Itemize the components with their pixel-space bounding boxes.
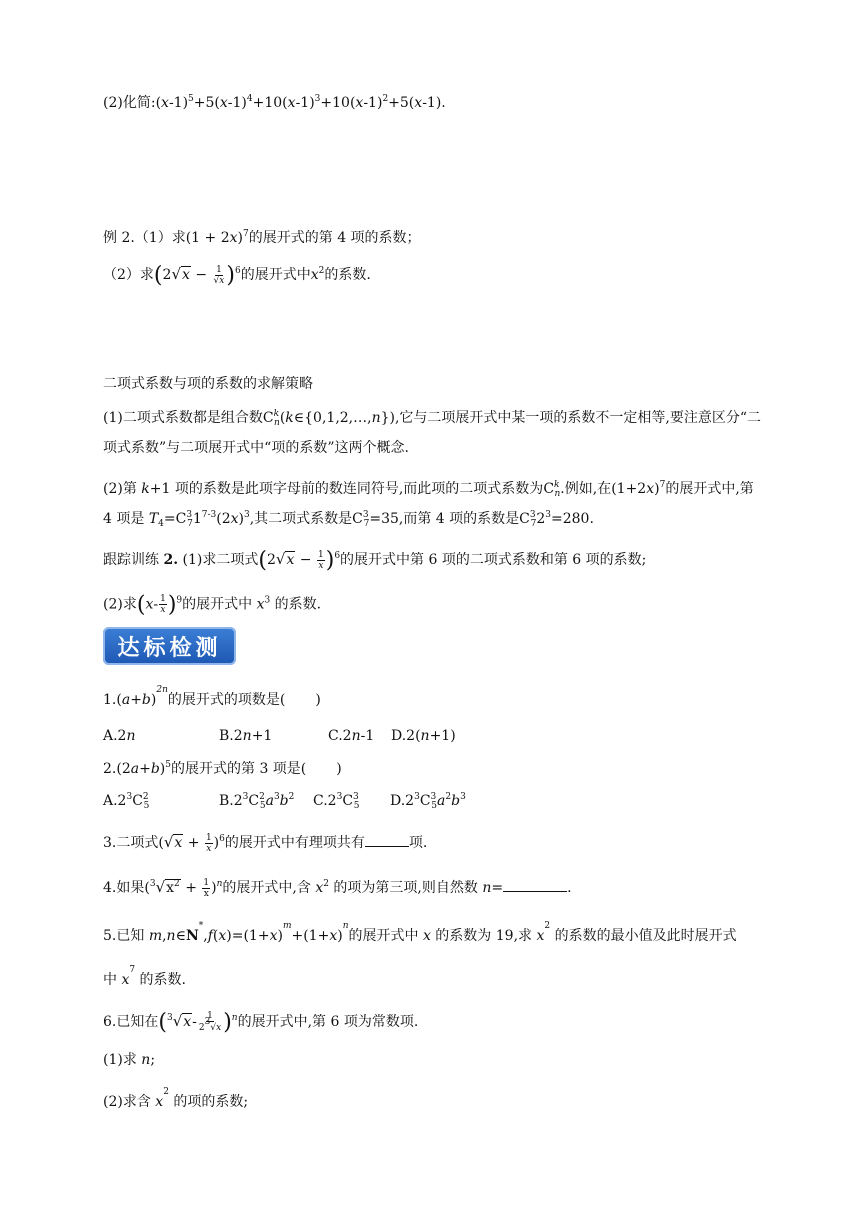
question-6: 6.已知在($^3$√x- $\frac{1}{2^3√x}$ )$^n$的展开式中,第 6 项为常数项. bbox=[103, 1010, 419, 1035]
question-3: 3.二项式(√x + $\frac{1}{x}$ )$^6$的展开式中有理项共有 项. bbox=[103, 832, 428, 854]
question-5-line2: 中 $x^7$ 的系数. bbox=[103, 965, 186, 988]
example2-part2: （2）求(2√x − $\frac{1}{√x}$ )$^6$的展开式中$x^2$的系数. bbox=[103, 263, 371, 288]
question-6-part1: (1)求 n; bbox=[103, 1052, 156, 1068]
question-6-part2: (2)求含 $x^2$ 的项的系数; bbox=[103, 1087, 249, 1110]
question-2: $2.(2a+b)^5$的展开式的第 3 项是( ) bbox=[103, 760, 342, 777]
q1-option-c[interactable]: C.2n-1 bbox=[328, 728, 375, 744]
question-5-line1: 5.已知 $m,n\in N^*,f(x)=(1+x)^m+(1+x)^n$的展开式中 x 的系数为 19,求 $x^2$ 的系数的最小值及此时展开式 bbox=[103, 921, 737, 944]
strategy-title: 二项式系数与项的系数的求解策略 bbox=[103, 376, 313, 392]
strategy-point-2: (2)第 k+1 项的系数是此项字母前的数连同符号,而此项的二项式系数为$C^k_n$.例如,在$(1+2x)^7$的展开式中,第 4 项是 $T_4=C^3_71^{7-3}(2x)^3$,其二项式系数是$C^3_7=35$,而第 4 项的系数是$C^3_72^3=280$. bbox=[103, 480, 754, 529]
simplify-question: (2)化简$:(x-1)^5+5(x-1)^4+10(x-1)^3+10(x-1)^2+5(x-1)$. bbox=[103, 94, 446, 111]
strategy-point-1: (1)二项式系数都是组合数$C^k_n(k\in\{0,1,2,\dots,n\})$,它与二项展开式中某一项的系数不一定相等,要注意区分“二项式系数”与二项展开式中“项的系数”这两个概念. bbox=[103, 409, 762, 456]
q2-option-d[interactable]: $D.2^3C^3_5a^2b^3$ bbox=[390, 792, 466, 811]
assessment-badge: 达标检测 bbox=[103, 627, 236, 665]
q1-option-a[interactable]: A.2n bbox=[103, 728, 136, 744]
q1-option-d[interactable]: D.2(n+1) bbox=[391, 728, 456, 744]
question-1: $1.(a+b)^{2n}$的展开式的项数是( ) bbox=[103, 685, 321, 708]
q2-option-b[interactable]: $B.2^3C^2_5a^3b^2$ bbox=[219, 792, 295, 811]
q2-option-a[interactable]: $A.2^3C^2_5$ bbox=[103, 792, 150, 811]
example2-part1: 例 2.（1）求$(1 + 2x)^7$的展开式的第 4 项的系数； bbox=[103, 229, 421, 246]
q2-option-c[interactable]: $C.2^3C^3_5$ bbox=[313, 792, 360, 811]
q3-answer-blank[interactable] bbox=[365, 834, 409, 847]
q4-answer-blank[interactable] bbox=[503, 879, 567, 892]
track-training-part1: 跟踪训练 2. (1)求二项式(2√x − $\frac{1}{x}$ )$^6$的展开式中第 6 项的二项式系数和第 6 项的系数; bbox=[103, 548, 647, 573]
track-training-part2: (2)求(x- $\frac{1}{x}$ )$^9$的展开式中 $x^3$ 的系数. bbox=[103, 592, 322, 618]
q1-option-b[interactable]: B.2n+1 bbox=[219, 728, 273, 744]
question-4: 4.如果($^3√x^2$ + $\frac{1}{x}$ )$^n$的展开式中,含 $x^2$ 的项为第三项,则自然数 n= . bbox=[103, 877, 572, 899]
